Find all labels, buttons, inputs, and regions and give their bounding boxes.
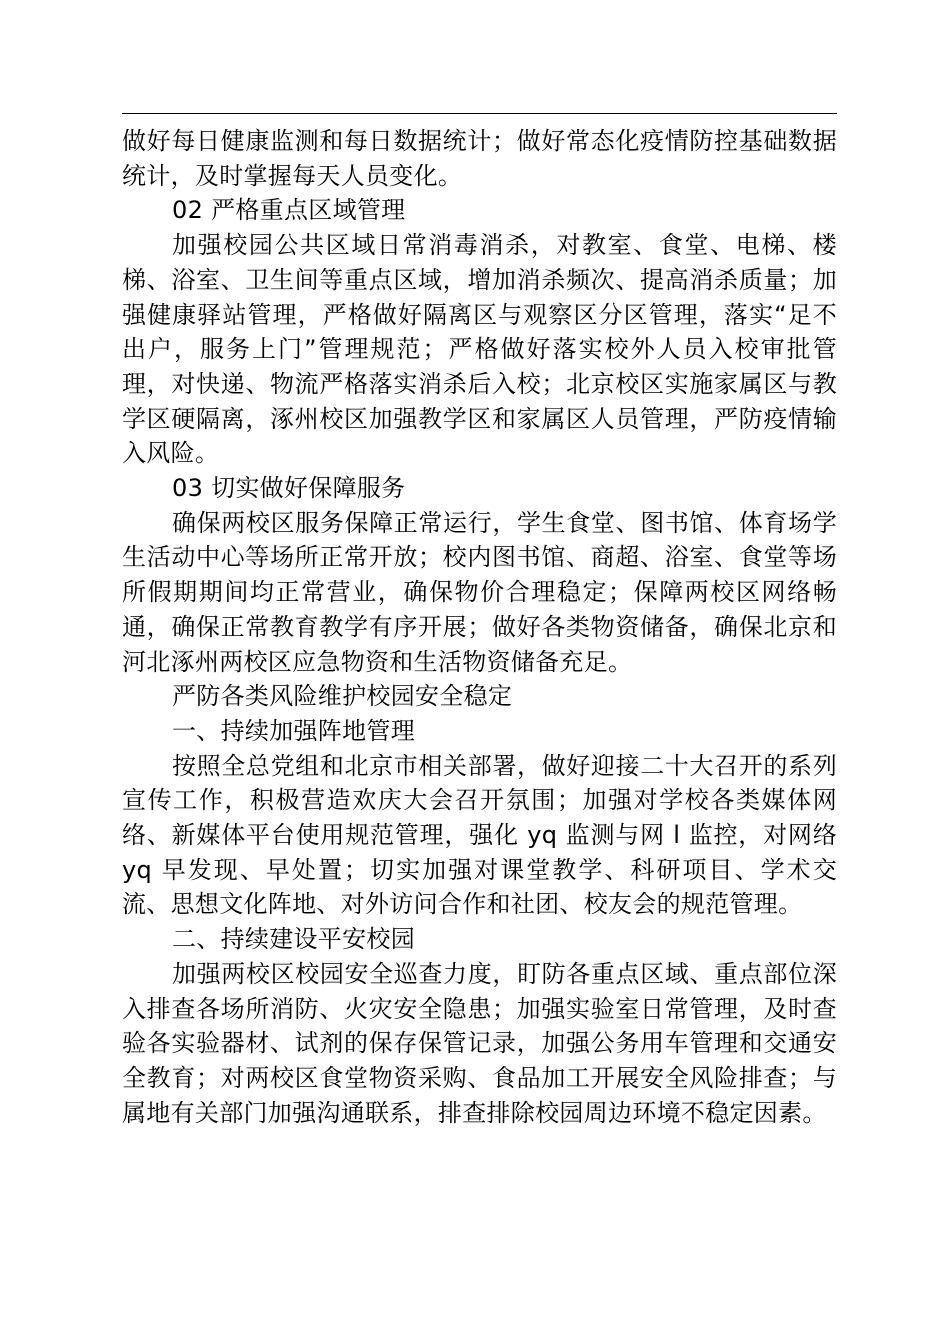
paragraph-position-management: 按照全总党组和北京市相关部署，做好迎接二十大召开的系列宣传工作，积极营造欢庆大会召开氛围；加强对学校各类媒体网络、新媒体平台使用规范管理，强化 yq 监测与网 l 监控，对网络 yq 早发现、早处置；切实加强对课堂教学、科研项目、学术交流、思想文化阵地、对外访问合作和社团、校友会的规范管理。 [122, 751, 837, 919]
paragraph-support-services: 确保两校区服务保障正常运行，学生食堂、图书馆、体育场学生活动中心等场所正常开放；校内图书馆、商超、浴室、食堂等场所假期期间均正常营业，确保物价合理稳定；保障两校区网络畅通，确保正常教育教学有序开展；做好各类物资储备，确保北京和河北涿州两校区应急物资和生活物资储备充足。 [122, 508, 837, 676]
paragraph-area-management: 加强校园公共区域日常消毒消杀，对教室、食堂、电梯、楼梯、浴室、卫生间等重点区域，增加消杀频次、提高消杀质量；加强健康驿站管理，严格做好隔离区与观察区分区管理，落实“足不出户，服务上门”管理规范；严格做好落实校外人员入校审批管理，对快递、物流严格落实消杀后入校；北京校区实施家属区与教学区硬隔离，涿州校区加强教学区和家属区人员管理，严防疫情输入风险。 [122, 231, 837, 468]
subsection-heading-2: 二、持续建设平安校园 [172, 925, 415, 954]
section-heading-03: 03 切实做好保障服务 [172, 474, 406, 503]
paragraph-continued: 做好每日健康监测和每日数据统计；做好常态化疫情防控基础数据统计，及时掌握每天人员变化。 [122, 127, 837, 190]
section-heading-02: 02 严格重点区域管理 [172, 196, 406, 225]
document-body [122, 124, 837, 1130]
paragraph-safe-campus: 加强两校区校园安全巡查力度，盯防各重点区域、重点部位深入排查各场所消防、火灾安全隐患；加强实验室日常管理，及时查验各实验器材、试剂的保存保管记录，加强公务用车管理和交通安全教育；对两校区食堂物资采购、食品加工开展安全风险排查；与属地有关部门加强沟通联系，排查排除校园周边环境不稳定因素。 [122, 959, 837, 1127]
subsection-heading-1: 一、持续加强阵地管理 [172, 716, 415, 745]
header-rule [122, 113, 837, 114]
section-heading-risk-prevention: 严防各类风险维护校园安全稳定 [172, 682, 513, 711]
